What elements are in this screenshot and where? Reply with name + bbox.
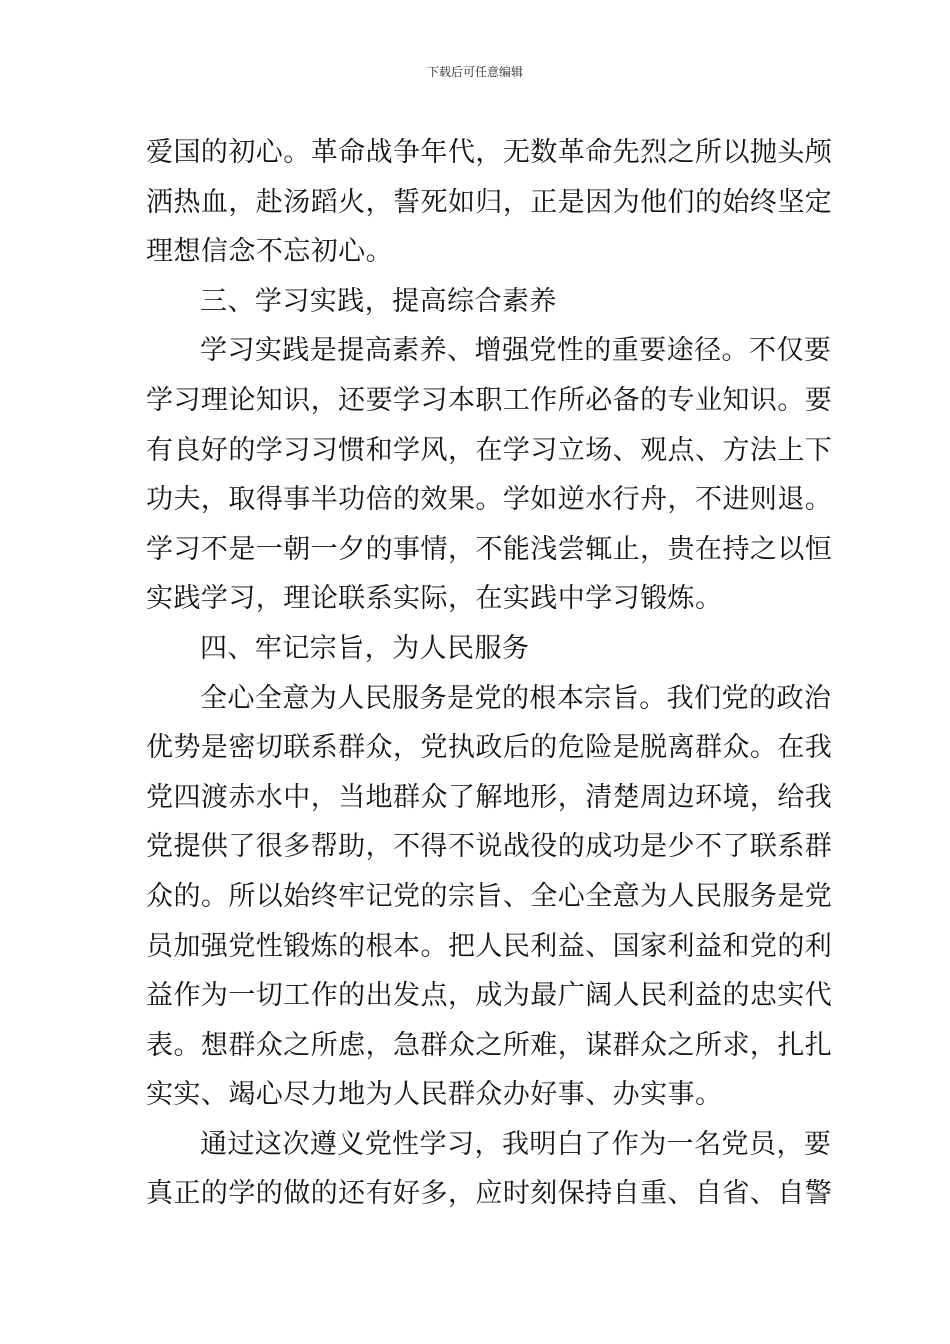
body-line: 党四渡赤水中，当地群众了解地形，清楚周边环境，给我 — [146, 781, 833, 813]
paragraph-first-line: 学习实践是提高素养、增强党性的重要途径。不仅要 — [200, 335, 832, 367]
body-line: 优势是密切联系群众，党执政后的危险是脱离群众。在我 — [146, 732, 833, 764]
body-line: 有良好的学习习惯和学风，在学习立场、观点、方法上下 — [146, 434, 833, 466]
body-line: 益作为一切工作的出发点，成为最广阔人民利益的忠实代 — [146, 980, 833, 1012]
body-line: 众的。所以始终牢记党的宗旨、全心全意为人民服务是党 — [146, 880, 833, 912]
body-line: 爱国的初心。革命战争年代，无数革命先烈之所以抛头颅 — [146, 137, 833, 168]
paragraph-first-line: 通过这次遵义党性学习，我明白了作为一名党员，要 — [200, 1128, 832, 1160]
section-heading: 四、牢记宗旨，为人民服务 — [200, 632, 530, 664]
document-body — [146, 128, 833, 1219]
body-line: 表。想群众之所虑，急群众之所难，谋群众之所求，扎扎 — [146, 1029, 833, 1061]
body-line: 党提供了很多帮助，不得不说战役的成功是少不了联系群 — [146, 831, 833, 863]
body-line: 学习不是一朝一夕的事情，不能浅尝辄止，贵在持之以恒 — [146, 533, 833, 565]
body-line: 真正的学的做的还有好多，应时刻保持自重、自省、自警 — [146, 1178, 833, 1210]
body-line: 功夫，取得事半功倍的效果。学如逆水行舟，不进则退。 — [146, 484, 833, 516]
body-line: 洒热血，赴汤蹈火，誓死如归，正是因为他们的始终坚定 — [146, 186, 833, 218]
body-line: 理想信念不忘初心。 — [146, 236, 394, 268]
page-header: 下载后可任意编辑 — [426, 65, 523, 79]
body-line: 实践学习，理论联系实际，在实践中学习锻炼。 — [146, 583, 723, 615]
paragraph-first-line: 全心全意为人民服务是党的根本宗旨。我们党的政治 — [200, 682, 832, 714]
body-line: 实实、竭心尽力地为人民群众办好事、办实事。 — [146, 1079, 723, 1111]
body-line: 学习理论知识，还要学习本职工作所必备的专业知识。要 — [146, 384, 833, 416]
body-line: 员加强党性锻炼的根本。把人民利益、国家利益和党的利 — [146, 930, 833, 962]
section-heading: 三、学习实践，提高综合素养 — [200, 285, 557, 317]
